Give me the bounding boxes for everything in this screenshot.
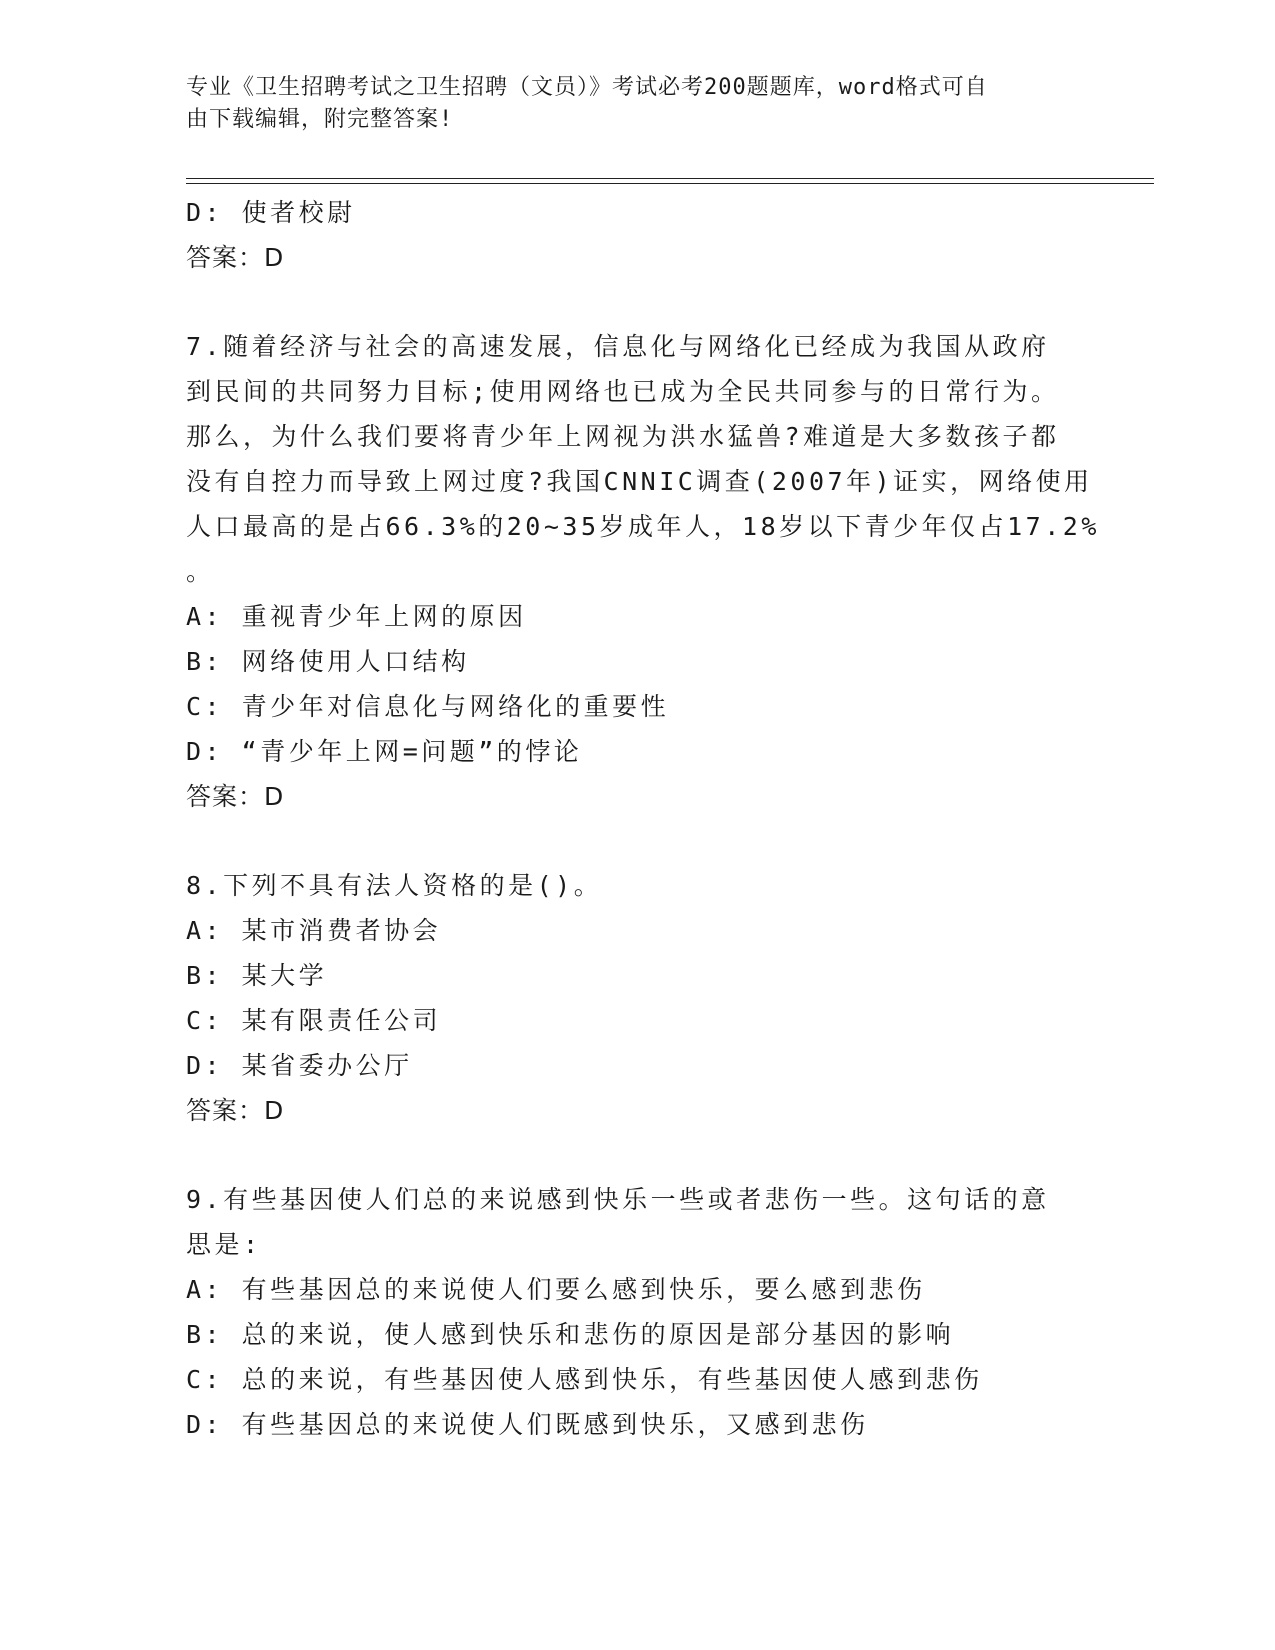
header-line-1: 专业《卫生招聘考试之卫生招聘（文员）》考试必考200题题库，word格式可自 bbox=[186, 75, 988, 100]
question-text-line: 7.随着经济与社会的高速发展，信息化与网络化已经成为我国从政府 bbox=[186, 332, 1050, 361]
answer: 答案：D bbox=[186, 243, 285, 272]
header-divider-top bbox=[186, 178, 1154, 179]
question-6-tail bbox=[186, 190, 1086, 280]
option-d: D: 某省委办公厅 bbox=[186, 1051, 413, 1080]
question-text-line: 人口最高的是占66.3%的20~35岁成年人，18岁以下青少年仅占17.2% bbox=[186, 512, 1100, 541]
option-a: A: 有些基因总的来说使人们要么感到快乐，要么感到悲伤 bbox=[186, 1275, 926, 1304]
header-line-2: 由下载编辑，附完整答案! bbox=[186, 107, 454, 132]
option-d: D: 使者校尉 bbox=[186, 198, 356, 227]
question-7 bbox=[186, 324, 1100, 819]
document-header bbox=[186, 72, 1086, 136]
answer: 答案：D bbox=[186, 1096, 285, 1125]
document-body bbox=[186, 190, 1100, 1447]
option-c: C: 某有限责任公司 bbox=[186, 1006, 442, 1035]
question-text-line: 到民间的共同努力目标;使用网络也已成为全民共同参与的日常行为。 bbox=[186, 377, 1060, 406]
option-c: C: 青少年对信息化与网络化的重要性 bbox=[186, 692, 670, 721]
question-9 bbox=[186, 1177, 1086, 1447]
question-text-line: 9.有些基因使人们总的来说感到快乐一些或者悲伤一些。这句话的意 bbox=[186, 1185, 1050, 1214]
answer: 答案：D bbox=[186, 782, 285, 811]
option-b: B: 总的来说，使人感到快乐和悲伤的原因是部分基因的影响 bbox=[186, 1320, 955, 1349]
question-text-line: 没有自控力而导致上网过度?我国CNNIC调查(2007年)证实，网络使用 bbox=[186, 467, 1093, 496]
option-b: B: 某大学 bbox=[186, 961, 328, 990]
question-8 bbox=[186, 863, 1086, 1133]
question-text-line: 8.下列不具有法人资格的是()。 bbox=[186, 871, 603, 900]
option-a: A: 某市消费者协会 bbox=[186, 916, 442, 945]
option-d: D: “青少年上网=问题”的悖论 bbox=[186, 737, 583, 766]
header-divider-bottom bbox=[186, 183, 1154, 184]
question-text-line: 那么，为什么我们要将青少年上网视为洪水猛兽?难道是大多数孩子都 bbox=[186, 422, 1060, 451]
option-d: D: 有些基因总的来说使人们既感到快乐，又感到悲伤 bbox=[186, 1410, 869, 1439]
option-c: C: 总的来说，有些基因使人感到快乐，有些基因使人感到悲伤 bbox=[186, 1365, 983, 1394]
option-a: A: 重视青少年上网的原因 bbox=[186, 602, 527, 631]
option-b: B: 网络使用人口结构 bbox=[186, 647, 470, 676]
question-text-line: 思是: bbox=[186, 1230, 262, 1259]
question-text-line: 。 bbox=[186, 557, 215, 586]
